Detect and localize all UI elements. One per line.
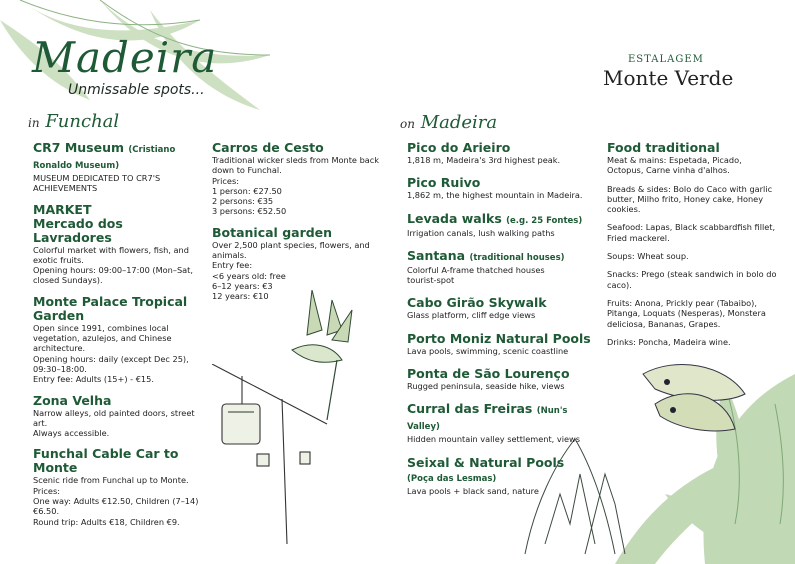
entry-title-note: (Poça das Lesmas) <box>407 473 497 484</box>
entry-body: Lava pools + black sand, nature <box>407 485 539 496</box>
entry-title: Pico Ruivo <box>407 175 481 191</box>
section-prefix: on <box>400 117 415 131</box>
list-item <box>33 203 205 286</box>
entry-title: Botanical garden <box>212 224 333 240</box>
list-item <box>407 402 592 444</box>
entry-body: Rugged peninsula, seaside hike, views <box>407 381 565 392</box>
entry-title: Levada walks <box>407 210 502 226</box>
entry-body: MUSEUM DEDICATED TO CR7'S ACHIEVEMENTS <box>33 173 161 194</box>
section-place: Madeira <box>420 112 498 133</box>
entry-title: Ponta de São Lourenço <box>407 366 570 382</box>
entry-body: 1,818 m, Madeira's 3rd highest peak. <box>407 155 561 165</box>
entry-body: Lava pools, swimming, scenic coastline <box>407 345 569 356</box>
hotel-name: Monte Verde <box>603 66 734 90</box>
funchal-column-1 <box>33 141 205 536</box>
food-heading: Food traditional <box>607 140 720 155</box>
list-item <box>212 141 382 217</box>
entry-title-note: (Nun's Valley) <box>407 406 568 433</box>
entry-title: CR7 Museum <box>33 140 125 155</box>
list-item <box>33 295 205 385</box>
section-heading-madeira <box>400 112 497 135</box>
entry-title: Monte Palace Tropical Garden <box>33 293 188 323</box>
list-item <box>33 447 205 526</box>
entry-title-note: (traditional houses) <box>469 252 565 263</box>
food-paragraph: Breads & sides: Bolo do Caco with garlic butter, Milho frito, Honey cake, Honey cookies. <box>607 183 773 215</box>
entry-body: Glass platform, cliff edge views <box>407 310 536 321</box>
list-item <box>407 296 592 320</box>
food-paragraph: Drinks: Poncha, Madeira wine. <box>607 336 731 347</box>
list-item <box>33 141 205 194</box>
section-place: Funchal <box>45 111 120 132</box>
list-item <box>407 456 592 496</box>
list-item <box>407 212 592 238</box>
entry-title: MARKET Mercado dos Lavradores <box>33 201 123 245</box>
entry-title-note: (e.g. 25 Fontes) <box>506 215 583 226</box>
entry-body: Colorful market with flowers, fish, and exotic fruits. Opening hours: 09:00–17:00 (Mon–Sat, closed Sundays). <box>33 244 193 286</box>
food-paragraph: Snacks: Prego (steak sandwich in bolo do caco). <box>607 269 777 290</box>
list-item <box>407 249 592 286</box>
page-title: Madeira <box>32 33 218 82</box>
entry-title: Porto Moniz Natural Pools <box>407 330 591 346</box>
entry-body: Traditional wicker sleds from Monte back down to Funchal. Prices: 1 person: €27.50 2 persons: €35 3 persons: €52.50 <box>212 155 380 217</box>
list-item <box>407 332 592 356</box>
entry-title: Santana <box>407 247 466 263</box>
food-paragraph: Soups: Wheat soup. <box>607 251 689 262</box>
entry-title: Zona Velha <box>33 392 112 408</box>
entry-title: Seixal & Natural Pools <box>407 454 565 470</box>
entry-title: Curral das Freiras <box>407 401 533 417</box>
entry-body: Colorful A-frame thatched houses tourist-spot <box>407 264 545 286</box>
list-item <box>407 176 592 200</box>
food-paragraph: Seafood: Lapas, Black scabbardfish fillet, Fried mackerel. <box>607 222 776 243</box>
section-heading-funchal <box>28 111 119 134</box>
entry-body: Hidden mountain valley settlement, views <box>407 434 580 445</box>
list-item <box>212 226 382 302</box>
entry-body: Over 2,500 plant species, flowers, and animals. Entry fee: <6 years old: free 6–12 years: €3 12 years: €10 <box>212 239 370 302</box>
food-paragraph: Fruits: Anona, Prickly pear (Tabaibo), Pitanga, Loquats (Nesperas), Monstera deliciosa, Bananas, Grapes. <box>607 297 766 329</box>
section-prefix: in <box>28 116 40 130</box>
entry-body: Open since 1991, combines local vegetation, azulejos, and Chinese architecture. Opening hours: daily (except Dec 25), 09:30–18:00. Entry fee: Adults (15+) - €15. <box>33 322 189 385</box>
entry-title: Pico do Arieiro <box>407 140 511 155</box>
madeira-column <box>407 141 592 507</box>
hotel-label: ESTALAGEM <box>628 54 704 65</box>
fish-illustration <box>643 364 745 430</box>
food-paragraph: Meat & mains: Espetada, Picado, Octopus, Carne vinha d'alhos. <box>607 155 742 176</box>
entry-title: Funchal Cable Car to Monte <box>33 446 179 476</box>
food-column <box>607 141 777 355</box>
list-item <box>407 141 592 165</box>
entry-body: Irrigation canals, lush walking paths <box>407 227 555 238</box>
entry-body: Scenic ride from Funchal up to Monte. Prices: One way: Adults €12.50, Children (7–14) €6.50. Round trip: Adults €18, Children €9. <box>33 475 199 527</box>
entry-title-note: (Cristiano Ronaldo Museum) <box>33 145 176 171</box>
entry-body: 1,862 m, the highest mountain in Madeira. <box>407 190 583 201</box>
entry-title: Carros de Cesto <box>212 140 324 155</box>
page-subtitle: Unmissable spots... <box>68 82 205 98</box>
funchal-column-2 <box>212 141 382 311</box>
entry-title: Cabo Girão Skywalk <box>407 295 547 311</box>
list-item <box>407 367 592 391</box>
entry-body: Narrow alleys, old painted doors, street art. Always accessible. <box>33 407 195 439</box>
list-item <box>33 394 205 439</box>
